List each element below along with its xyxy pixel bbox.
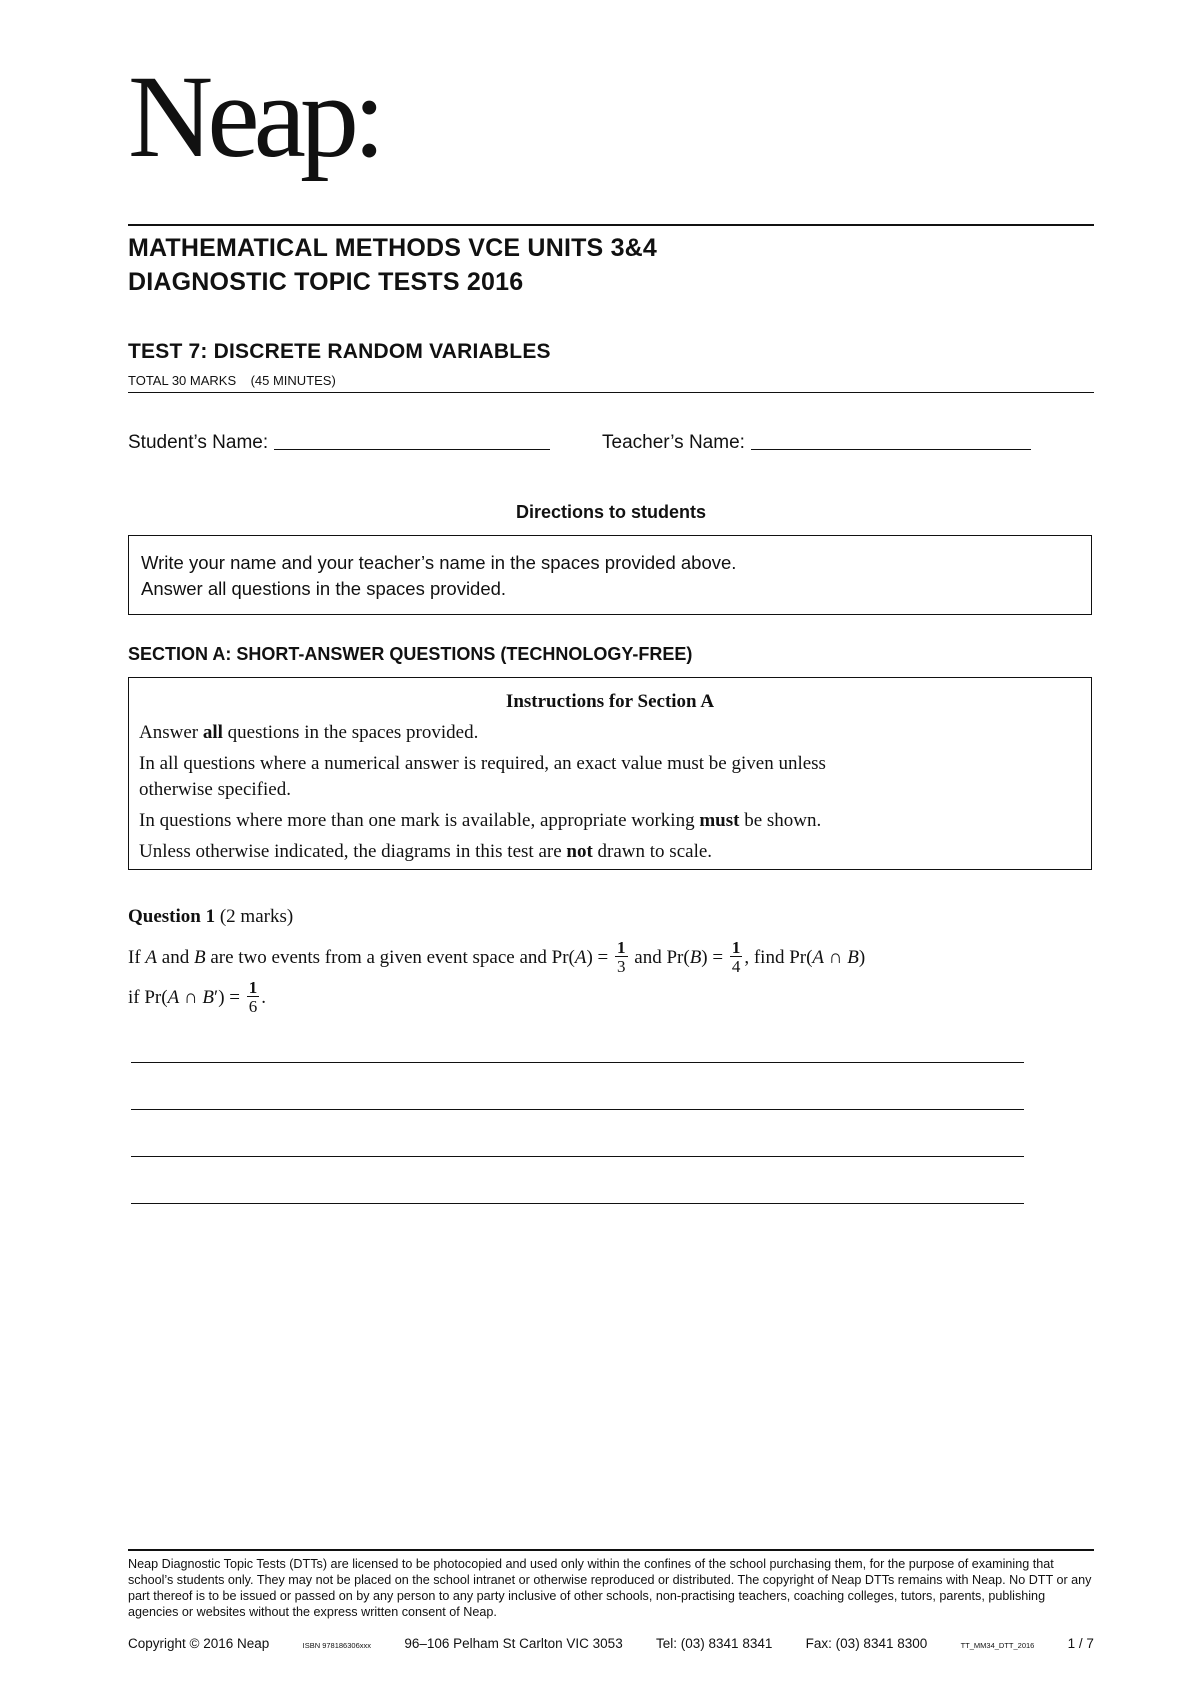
answer-line-3[interactable]: [131, 1156, 1024, 1157]
header-top-rule: [128, 224, 1094, 226]
question-1-line-1: If A and B are two events from a given event space and Pr(A) = $\frac{1}{3}$ and Pr(B) = $\frac{1}{4}$ , find Pr(A ∩ B): [128, 937, 866, 976]
answer-line-2[interactable]: [131, 1109, 1024, 1110]
footer-address: 96–106 Pelham St Carlton VIC 3053: [404, 1636, 623, 1651]
student-name-line[interactable]: [274, 449, 550, 450]
student-name-label: Student’s Name:: [128, 432, 269, 453]
test-series-title: DIAGNOSTIC TOPIC TESTS 2016: [128, 268, 524, 296]
footer-fax: Fax: (03) 8341 8300: [805, 1636, 928, 1651]
directions-line-2: Answer all questions in the spaces provided.: [141, 578, 507, 599]
instruction-2: In all questions where a numerical answer is required, an exact value must be given unless otherwise specified.: [139, 753, 826, 800]
student-name-field[interactable]: [128, 432, 550, 454]
teacher-name-line[interactable]: [751, 449, 1031, 450]
instruction-1: Answer all questions in the spaces provided.: [139, 722, 479, 743]
directions-heading: Directions to students: [515, 502, 707, 522]
directions-box: [128, 535, 1092, 615]
footer-notice: Neap Diagnostic Topic Tests (DTTs) are licensed to be photocopied and used only within the confines of the school purchasing them, for the purpose of examining that school’s students only. They may not be placed on the school intranet or otherwise reproduced or distributed. The copyright of Neap DTTs remains with Neap. No DTT or any part thereof is to be issued or passed on by any person to any party inclusive of other schools, non-practising teachers, coaching colleges, tutors, parents, publishing agencies or websites without the express written consent of Neap.: [128, 1557, 1092, 1619]
footer-bar: [128, 1636, 1094, 1651]
fraction-one-sixth: $\frac{1}{6}$: [248, 977, 258, 1016]
directions-line-1: Write your name and your teacher’s name in the spaces provided above.: [141, 552, 737, 573]
footer-copyright: Copyright © 2016 Neap: [128, 1636, 270, 1651]
instructions-title: Instructions for Section A: [505, 691, 715, 712]
section-a-heading: SECTION A: SHORT-ANSWER QUESTIONS (TECHNOLOGY-FREE): [128, 644, 693, 664]
footer-code: TT_MM34_DTT_2016: [960, 1641, 1035, 1650]
question-1-heading: Question 1 (2 marks): [128, 906, 294, 927]
section-a-instructions-box: [128, 677, 1092, 870]
answer-line-1[interactable]: [131, 1062, 1024, 1063]
footer-page: 1 / 7: [1067, 1636, 1094, 1651]
teacher-name-field[interactable]: [602, 432, 1031, 454]
question-1-line-2: if Pr(A ∩ B′) = $\frac{1}{6}$ .: [128, 977, 266, 1016]
answer-line-4[interactable]: [131, 1203, 1024, 1204]
test-title: TEST 7: DISCRETE RANDOM VARIABLES: [128, 340, 551, 363]
footer-rule: [128, 1549, 1094, 1551]
instruction-4: Unless otherwise indicated, the diagrams in this test are not drawn to scale.: [139, 841, 713, 862]
teacher-name-label: Teacher’s Name:: [602, 432, 745, 453]
fraction-one-third: $\frac{1}{3}$: [617, 937, 626, 976]
footer-isbn: ISBN 978186306xxx: [302, 1641, 371, 1650]
neap-logo: Neap:: [128, 51, 380, 182]
course-title: MATHEMATICAL METHODS VCE UNITS 3&4: [128, 234, 658, 262]
question-1-text: [128, 938, 865, 1018]
footer-tel: Tel: (03) 8341 8341: [656, 1636, 773, 1651]
fraction-one-quarter: $\frac{1}{4}$: [731, 937, 741, 976]
instruction-3: In questions where more than one mark is available, appropriate working must be shown.: [139, 810, 822, 831]
test-meta: TOTAL 30 MARKS (45 MINUTES): [128, 373, 336, 388]
header-bottom-rule: [128, 392, 1094, 393]
